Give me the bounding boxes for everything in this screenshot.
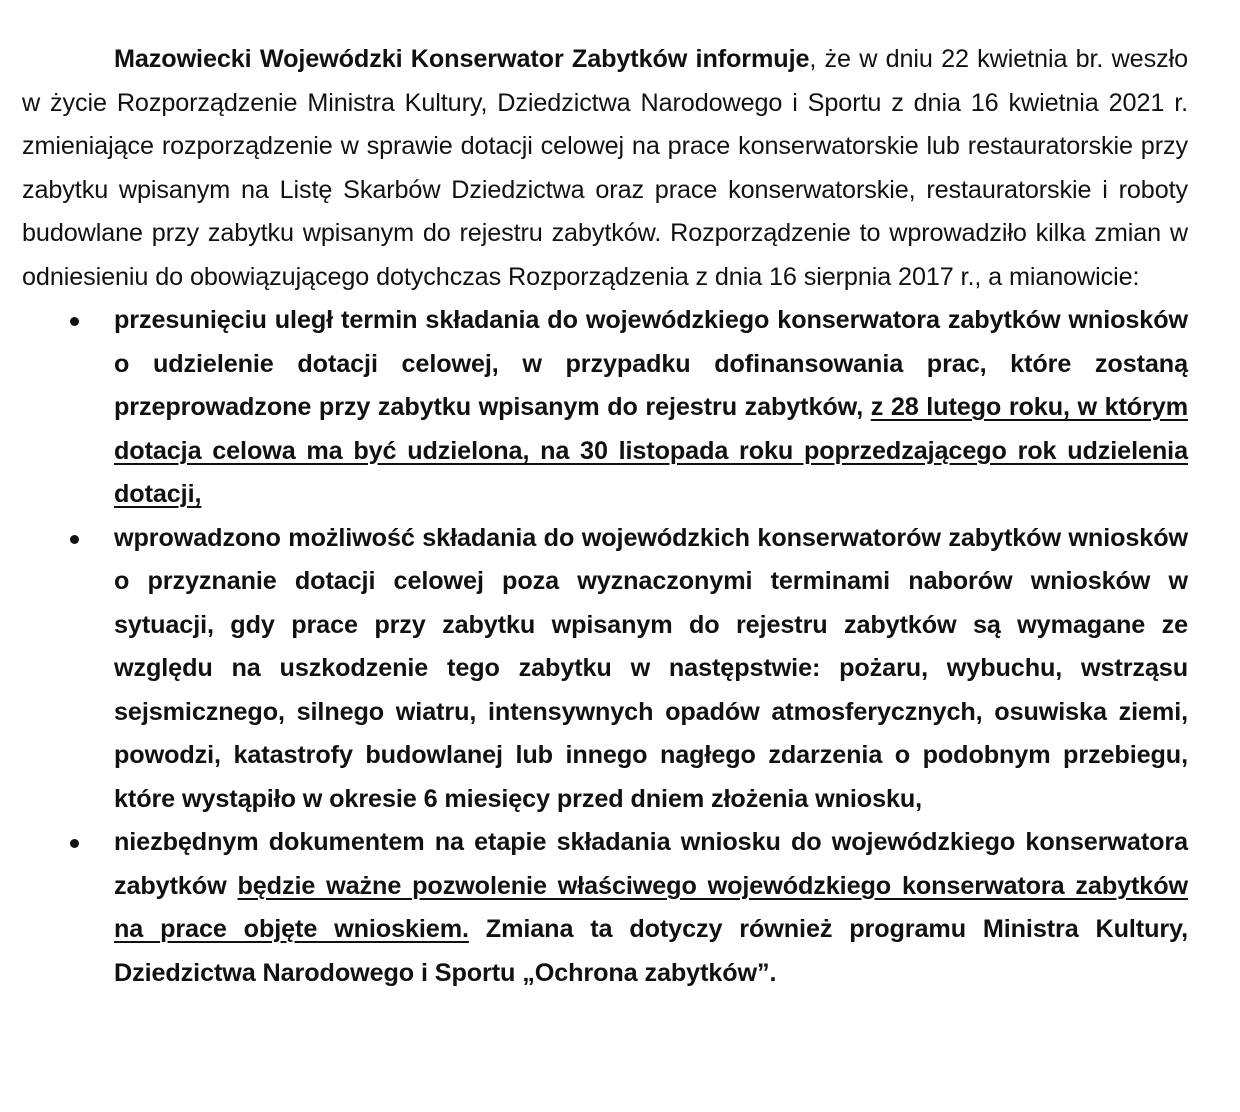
- list-item-text: wprowadzono możliwość składania do wojewódzkich konserwatorów zabytków wniosków o przyznanie dotacji celowej poza wyznaczonymi terminami naborów wniosków w sytuacji, gdy prace przy zabytku wpisanym do rejestru zabytków są wymagane ze względu na uszkodzenie tego zabytku w następstwie: pożaru, wybuchu, wstrząsu sejsmicznego, silnego wiatru, intensywnych opadów atmosferycznych, osuwiska ziemi, powodzi, katastrofy budowlanej lub innego nagłego zdarzenia o podobnym przebiegu, które wystąpiło w okresie 6 miesięcy przed dniem złożenia wniosku,: [114, 523, 1188, 813]
- changes-list: [22, 299, 1188, 995]
- list-item-underlined-text: z 28 lutego roku, w którym dotacja celowa ma być udzielona, na 30 listopada roku poprzedzającego rok udzielenia dotacji,: [114, 393, 1188, 508]
- document-page: [22, 38, 1188, 995]
- bullet-icon: [70, 317, 79, 326]
- intro-lead: Mazowiecki Wojewódzki Konserwator Zabytków informuje: [114, 45, 810, 73]
- bullet-icon: [70, 535, 79, 544]
- intro-paragraph: [22, 38, 1188, 299]
- list-item-tail-text: Zmiana ta dotyczy również programu Ministra Kultury, Dziedzictwa Narodowego i Sportu „Ochrona zabytków”.: [114, 915, 1188, 987]
- list-item-underlined-text: będzie ważne pozwolenie właściwego wojewódzkiego konserwatora zabytków na prace objęte wnioskiem.: [114, 871, 1188, 943]
- list-item: [22, 299, 1188, 517]
- intro-text: , że w dniu 22 kwietnia br. weszło w życie Rozporządzenie Ministra Kultury, Dziedzictwa Narodowego i Sportu z dnia 16 kwietnia 2021 r. zmieniające rozporządzenie w sprawie dotacji celowej na prace konserwatorskie lub restauratorskie przy zabytku wpisanym na Listę Skarbów Dziedzictwa oraz prace konserwatorskie, restauratorskie i roboty budowlane przy zabytku wpisanym do rejestru zabytków. Rozporządzenie to wprowadziło kilka zmian w odniesieniu do obowiązującego dotychczas Rozporządzenia z dnia 16 sierpnia 2017 r., a mianowicie:: [22, 45, 1188, 291]
- list-item: [22, 517, 1188, 822]
- list-item: [22, 821, 1188, 995]
- list-item-text: niezbędnym dokumentem na etapie składania wniosku do wojewódzkiego konserwatora zabytków: [114, 828, 1188, 900]
- bullet-icon: [70, 839, 79, 848]
- list-item-text: przesunięciu uległ termin składania do wojewódzkiego konserwatora zabytków wniosków o udzielenie dotacji celowej, w przypadku dofinansowania prac, które zostaną przeprowadzone przy zabytku wpisanym do rejestru zabytków,: [114, 306, 1188, 421]
